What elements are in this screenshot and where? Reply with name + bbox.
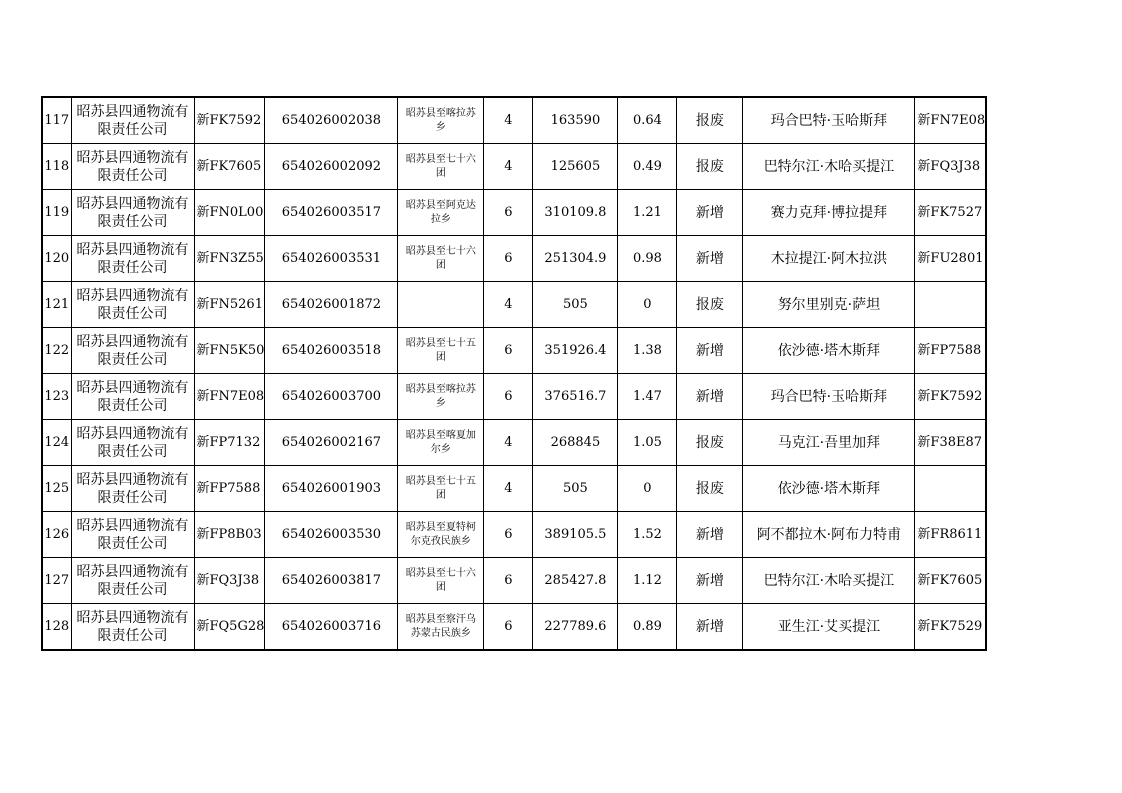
license-code-cell: 654026003817 bbox=[265, 558, 398, 604]
linked-plate-cell: 新FK7605 bbox=[915, 558, 986, 604]
status-cell: 报废 bbox=[677, 144, 743, 190]
table-row bbox=[42, 374, 986, 420]
owner-name-cell: 依沙德·塔木斯拜 bbox=[743, 466, 915, 512]
plate-number-cell: 新FP7588 bbox=[194, 466, 265, 512]
route-cell: 昭苏县至七十六团 bbox=[398, 558, 484, 604]
seats-cell: 6 bbox=[484, 604, 533, 651]
plate-number-cell: 新FN5261 bbox=[194, 282, 265, 328]
linked-plate-cell: 新FK7592 bbox=[915, 374, 986, 420]
amount-cell: 376516.7 bbox=[533, 374, 618, 420]
row-number-cell: 128 bbox=[42, 604, 71, 651]
row-number-cell: 120 bbox=[42, 236, 71, 282]
ratio-cell: 0 bbox=[618, 282, 677, 328]
route-cell: 昭苏县至察汗乌苏蒙古民族乡 bbox=[398, 604, 484, 651]
linked-plate-cell: 新F38E87 bbox=[915, 420, 986, 466]
vehicle-data-table bbox=[41, 96, 987, 651]
owner-name-cell: 玛合巴特·玉哈斯拜 bbox=[743, 374, 915, 420]
owner-name-cell: 赛力克拜·博拉提拜 bbox=[743, 190, 915, 236]
license-code-cell: 654026003530 bbox=[265, 512, 398, 558]
route-cell: 昭苏县至七十六团 bbox=[398, 144, 484, 190]
owner-name-cell: 亚生江·艾买提江 bbox=[743, 604, 915, 651]
row-number-cell: 126 bbox=[42, 512, 71, 558]
seats-cell: 4 bbox=[484, 466, 533, 512]
owner-name-cell: 玛合巴特·玉哈斯拜 bbox=[743, 97, 915, 144]
row-number-cell: 124 bbox=[42, 420, 71, 466]
status-cell: 新增 bbox=[677, 374, 743, 420]
plate-number-cell: 新FP8B03 bbox=[194, 512, 265, 558]
owner-name-cell: 阿不都拉木·阿布力特甫 bbox=[743, 512, 915, 558]
linked-plate-cell: 新FK7529 bbox=[915, 604, 986, 651]
ratio-cell: 0.98 bbox=[618, 236, 677, 282]
seats-cell: 6 bbox=[484, 236, 533, 282]
company-cell: 昭苏县四通物流有限责任公司 bbox=[71, 144, 194, 190]
plate-number-cell: 新FN0L00 bbox=[194, 190, 265, 236]
license-code-cell: 654026003700 bbox=[265, 374, 398, 420]
table-row bbox=[42, 512, 986, 558]
route-cell: 昭苏县至七十五团 bbox=[398, 328, 484, 374]
seats-cell: 4 bbox=[484, 420, 533, 466]
status-cell: 新增 bbox=[677, 512, 743, 558]
linked-plate-cell: 新FR8611 bbox=[915, 512, 986, 558]
row-number-cell: 118 bbox=[42, 144, 71, 190]
table-row bbox=[42, 97, 986, 144]
plate-number-cell: 新FQ3J38 bbox=[194, 558, 265, 604]
seats-cell: 4 bbox=[484, 282, 533, 328]
owner-name-cell: 努尔里别克·萨坦 bbox=[743, 282, 915, 328]
route-cell: 昭苏县至喀夏加尔乡 bbox=[398, 420, 484, 466]
license-code-cell: 654026003716 bbox=[265, 604, 398, 651]
amount-cell: 389105.5 bbox=[533, 512, 618, 558]
table-row bbox=[42, 558, 986, 604]
company-cell: 昭苏县四通物流有限责任公司 bbox=[71, 190, 194, 236]
license-code-cell: 654026003517 bbox=[265, 190, 398, 236]
plate-number-cell: 新FK7605 bbox=[194, 144, 265, 190]
company-cell: 昭苏县四通物流有限责任公司 bbox=[71, 558, 194, 604]
table-row bbox=[42, 466, 986, 512]
amount-cell: 285427.8 bbox=[533, 558, 618, 604]
company-cell: 昭苏县四通物流有限责任公司 bbox=[71, 420, 194, 466]
seats-cell: 4 bbox=[484, 97, 533, 144]
amount-cell: 251304.9 bbox=[533, 236, 618, 282]
company-cell: 昭苏县四通物流有限责任公司 bbox=[71, 374, 194, 420]
ratio-cell: 1.52 bbox=[618, 512, 677, 558]
seats-cell: 4 bbox=[484, 144, 533, 190]
amount-cell: 163590 bbox=[533, 97, 618, 144]
route-cell: 昭苏县至七十六团 bbox=[398, 236, 484, 282]
plate-number-cell: 新FN5K50 bbox=[194, 328, 265, 374]
plate-number-cell: 新FN3Z55 bbox=[194, 236, 265, 282]
license-code-cell: 654026003531 bbox=[265, 236, 398, 282]
table-row bbox=[42, 190, 986, 236]
row-number-cell: 122 bbox=[42, 328, 71, 374]
ratio-cell: 1.38 bbox=[618, 328, 677, 374]
license-code-cell: 654026003518 bbox=[265, 328, 398, 374]
plate-number-cell: 新FN7E08 bbox=[194, 374, 265, 420]
owner-name-cell: 马克江·吾里加拜 bbox=[743, 420, 915, 466]
company-cell: 昭苏县四通物流有限责任公司 bbox=[71, 466, 194, 512]
seats-cell: 6 bbox=[484, 512, 533, 558]
owner-name-cell: 木拉提江·阿木拉洪 bbox=[743, 236, 915, 282]
license-code-cell: 654026001872 bbox=[265, 282, 398, 328]
status-cell: 报废 bbox=[677, 282, 743, 328]
linked-plate-cell: 新FP7588 bbox=[915, 328, 986, 374]
row-number-cell: 123 bbox=[42, 374, 71, 420]
amount-cell: 310109.8 bbox=[533, 190, 618, 236]
table-row bbox=[42, 604, 986, 651]
ratio-cell: 0.49 bbox=[618, 144, 677, 190]
ratio-cell: 0.89 bbox=[618, 604, 677, 651]
amount-cell: 227789.6 bbox=[533, 604, 618, 651]
status-cell: 报废 bbox=[677, 420, 743, 466]
status-cell: 新增 bbox=[677, 558, 743, 604]
seats-cell: 6 bbox=[484, 374, 533, 420]
linked-plate-cell: 新FN7E08 bbox=[915, 97, 986, 144]
linked-plate-cell bbox=[915, 282, 986, 328]
table-row bbox=[42, 236, 986, 282]
ratio-cell: 1.21 bbox=[618, 190, 677, 236]
owner-name-cell: 依沙德·塔木斯拜 bbox=[743, 328, 915, 374]
status-cell: 新增 bbox=[677, 328, 743, 374]
status-cell: 报废 bbox=[677, 97, 743, 144]
license-code-cell: 654026002167 bbox=[265, 420, 398, 466]
status-cell: 新增 bbox=[677, 604, 743, 651]
table-row bbox=[42, 328, 986, 374]
status-cell: 新增 bbox=[677, 236, 743, 282]
owner-name-cell: 巴特尔江·木哈买提江 bbox=[743, 558, 915, 604]
ratio-cell: 1.05 bbox=[618, 420, 677, 466]
linked-plate-cell: 新FQ3J38 bbox=[915, 144, 986, 190]
route-cell: 昭苏县至七十五团 bbox=[398, 466, 484, 512]
owner-name-cell: 巴特尔江·木哈买提江 bbox=[743, 144, 915, 190]
status-cell: 报废 bbox=[677, 466, 743, 512]
seats-cell: 6 bbox=[484, 328, 533, 374]
company-cell: 昭苏县四通物流有限责任公司 bbox=[71, 328, 194, 374]
seats-cell: 6 bbox=[484, 190, 533, 236]
table-row bbox=[42, 144, 986, 190]
plate-number-cell: 新FK7592 bbox=[194, 97, 265, 144]
ratio-cell: 1.47 bbox=[618, 374, 677, 420]
plate-number-cell: 新FP7132 bbox=[194, 420, 265, 466]
row-number-cell: 121 bbox=[42, 282, 71, 328]
route-cell: 昭苏县至喀拉苏乡 bbox=[398, 374, 484, 420]
linked-plate-cell: 新FU2801 bbox=[915, 236, 986, 282]
amount-cell: 125605 bbox=[533, 144, 618, 190]
company-cell: 昭苏县四通物流有限责任公司 bbox=[71, 282, 194, 328]
row-number-cell: 127 bbox=[42, 558, 71, 604]
row-number-cell: 117 bbox=[42, 97, 71, 144]
company-cell: 昭苏县四通物流有限责任公司 bbox=[71, 236, 194, 282]
table-row bbox=[42, 420, 986, 466]
route-cell: 昭苏县至喀拉苏乡 bbox=[398, 97, 484, 144]
seats-cell: 6 bbox=[484, 558, 533, 604]
license-code-cell: 654026002038 bbox=[265, 97, 398, 144]
row-number-cell: 125 bbox=[42, 466, 71, 512]
ratio-cell: 0 bbox=[618, 466, 677, 512]
route-cell: 昭苏县至阿克达拉乡 bbox=[398, 190, 484, 236]
amount-cell: 268845 bbox=[533, 420, 618, 466]
amount-cell: 505 bbox=[533, 466, 618, 512]
license-code-cell: 654026001903 bbox=[265, 466, 398, 512]
license-code-cell: 654026002092 bbox=[265, 144, 398, 190]
status-cell: 新增 bbox=[677, 190, 743, 236]
company-cell: 昭苏县四通物流有限责任公司 bbox=[71, 512, 194, 558]
row-number-cell: 119 bbox=[42, 190, 71, 236]
company-cell: 昭苏县四通物流有限责任公司 bbox=[71, 604, 194, 651]
plate-number-cell: 新FQ5G28 bbox=[194, 604, 265, 651]
table-row bbox=[42, 282, 986, 328]
ratio-cell: 1.12 bbox=[618, 558, 677, 604]
linked-plate-cell bbox=[915, 466, 986, 512]
amount-cell: 351926.4 bbox=[533, 328, 618, 374]
company-cell: 昭苏县四通物流有限责任公司 bbox=[71, 97, 194, 144]
table-body bbox=[42, 97, 986, 650]
route-cell: 昭苏县至夏特柯尔克孜民族乡 bbox=[398, 512, 484, 558]
linked-plate-cell: 新FK7527 bbox=[915, 190, 986, 236]
amount-cell: 505 bbox=[533, 282, 618, 328]
route-cell bbox=[398, 282, 484, 328]
ratio-cell: 0.64 bbox=[618, 97, 677, 144]
